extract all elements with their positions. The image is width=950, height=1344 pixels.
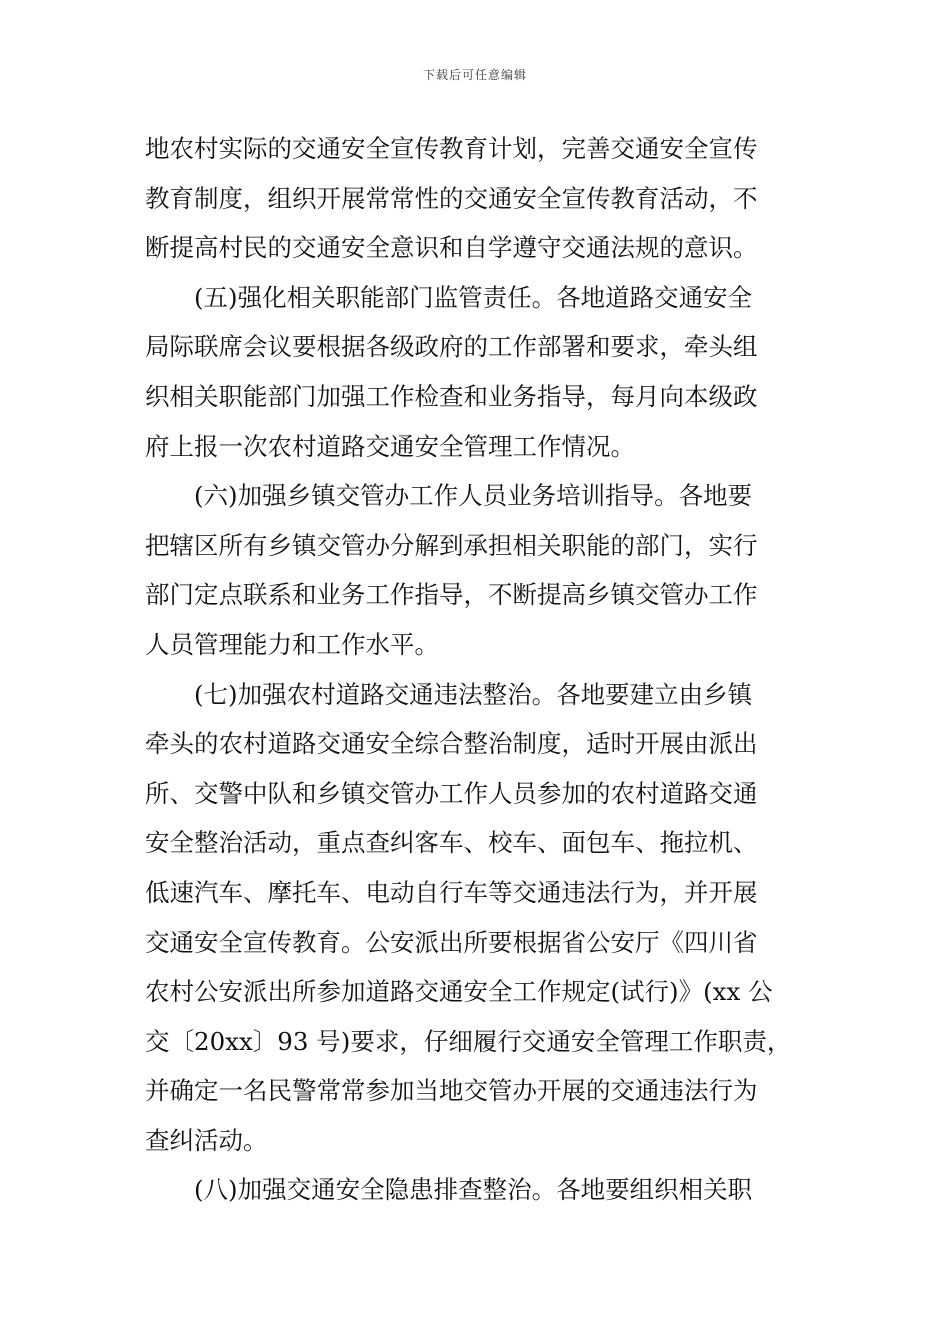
text-line: 交〔20xx〕93 号)要求，仔细履行交通安全管理工作职责，: [145, 1026, 792, 1056]
text-line: 教育制度，组织开展常常性的交通安全宣传教育活动，不: [145, 183, 758, 213]
text-line: 并确定一名民警常常参加当地交管办开展的交通违法行为: [145, 1076, 758, 1106]
body-text: [145, 124, 825, 1215]
header-note: 下载后可任意编辑: [422, 68, 527, 82]
text-line: 交通安全宣传教育。公安派出所要根据省公安厅《四川省: [145, 927, 758, 957]
text-line: 农村公安派出所参加道路交通安全工作规定(试行)》(xx 公: [145, 977, 773, 1007]
text-line: 府上报一次农村道路交通安全管理工作情况。: [145, 431, 635, 461]
text-line: 把辖区所有乡镇交管办分解到承担相关职能的部门，实行: [145, 530, 758, 560]
text-line: (六)加强乡镇交管办工作人员业务培训指导。各地要: [194, 481, 753, 511]
text-line: 人员管理能力和工作水平。: [145, 629, 439, 659]
text-line: 部门定点联系和业务工作指导，不断提高乡镇交管办工作: [145, 580, 758, 610]
text-line: 断提高村民的交通安全意识和自学遵守交通法规的意识。: [145, 233, 758, 263]
text-line: 查纠活动。: [145, 1125, 268, 1155]
text-line: (五)强化相关职能部门监管责任。各地道路交通安全: [194, 282, 753, 312]
text-line: 低速汽车、摩托车、电动自行车等交通违法行为，并开展: [145, 877, 758, 907]
text-line: 地农村实际的交通安全宣传教育计划，完善交通安全宣传: [145, 134, 758, 163]
text-line: 所、交警中队和乡镇交管办工作人员参加的农村道路交通: [145, 778, 758, 808]
text-line: 牵头的农村道路交通安全综合整治制度，适时开展由派出: [145, 729, 758, 759]
text-line: 局际联席会议要根据各级政府的工作部署和要求，牵头组: [145, 332, 758, 362]
text-line: (八)加强交通安全隐患排查整治。各地要组织相关职: [194, 1175, 753, 1205]
text-line: (七)加强农村道路交通违法整治。各地要建立由乡镇: [194, 679, 753, 709]
text-line: 安全整治活动，重点查纠客车、校车、面包车、拖拉机、: [145, 828, 758, 858]
text-line: 织相关职能部门加强工作检查和业务指导，每月向本级政: [145, 381, 758, 411]
